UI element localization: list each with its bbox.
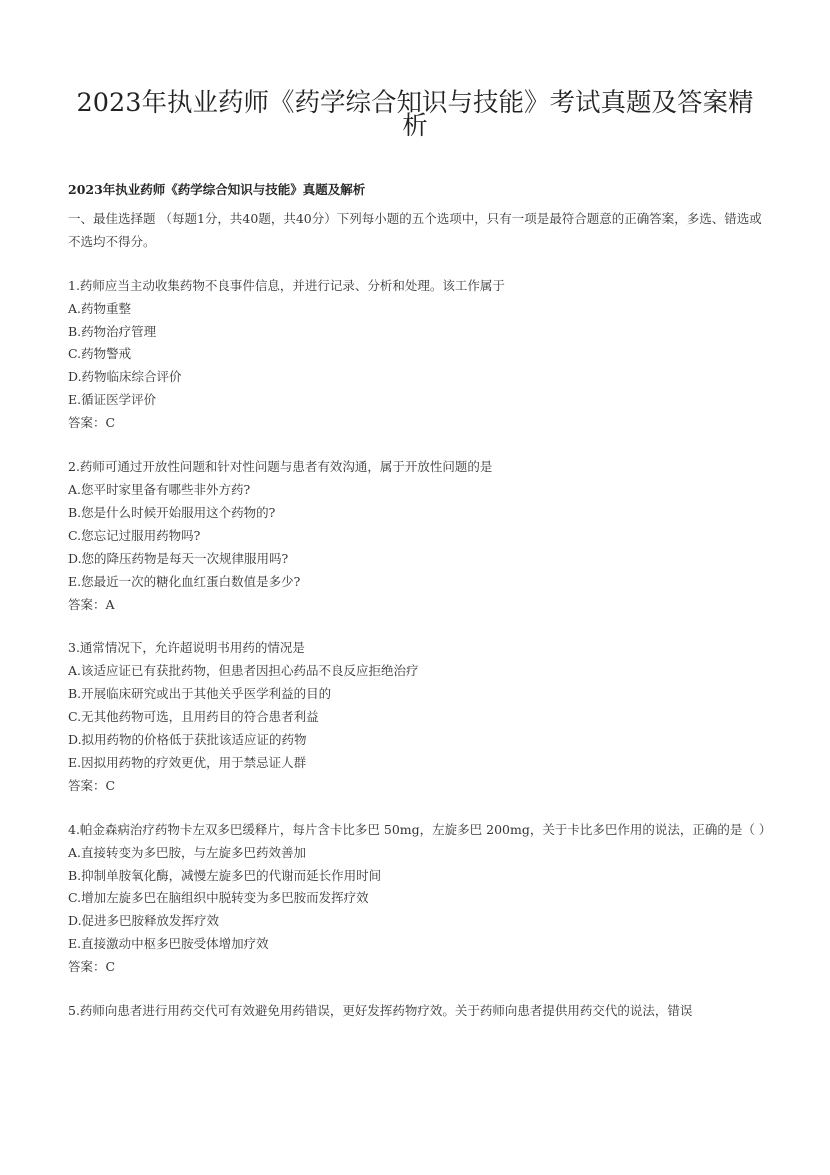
option-a: A.您平时家里备有哪些非外方药? <box>68 481 251 497</box>
question-1 <box>68 275 768 435</box>
option-c: C.您忘记过服用药物吗? <box>68 527 201 543</box>
option-e: E.直接激动中枢多巴胺受体增加疗效 <box>68 936 269 952</box>
option-a: A.直接转变为多巴胺，与左旋多巴药效善加 <box>68 844 307 860</box>
option-c: C.无其他药物可选，且用药目的符合患者利益 <box>68 709 319 725</box>
document-body <box>68 179 772 1023</box>
option-a: A.该适应证已有获批药物，但患者因担心药品不良反应拒绝治疗 <box>68 663 419 679</box>
question-2 <box>68 456 768 616</box>
question-4 <box>68 819 772 979</box>
option-d: D.拟用药物的价格低于获批该适应证的药物 <box>68 732 307 748</box>
question-stem: 4.帕金森病治疗药物卡左双多巴缓释片，每片含卡比多巴 50mg，左旋多巴 200mg，关于卡比多巴作用的说法，正确的是（ ） <box>68 821 772 837</box>
option-d: D.您的降压药物是每天一次规律服用吗? <box>68 550 289 566</box>
question-stem: 1.药师应当主动收集药物不良事件信息，并进行记录、分析和处理。该工作属于 <box>68 277 505 293</box>
option-e: E.您最近一次的糖化血红蛋白数值是多少? <box>68 573 301 589</box>
answer: 答案：C <box>68 777 116 793</box>
option-e: E.循证医学评价 <box>68 392 157 408</box>
answer: 答案：A <box>68 596 115 612</box>
question-stem: 2.药师可通过开放性问题和针对性问题与患者有效沟通，属于开放性问题的是 <box>68 459 493 475</box>
question-5 <box>68 1000 768 1023</box>
option-d: D.促进多巴胺释放发挥疗效 <box>68 913 220 929</box>
document-title: 2023年执业药师《药学综合知识与技能》考试真题及答案精析 <box>76 88 754 141</box>
option-b: B.药物治疗管理 <box>68 323 157 339</box>
option-a: A.药物重整 <box>68 300 132 316</box>
option-c: C.增加左旋多巴在脑组织中脱转变为多巴胺而发挥疗效 <box>68 890 369 906</box>
option-c: C.药物警戒 <box>68 346 132 362</box>
question-stem: 5.药师向患者进行用药交代可有效避免用药错误，更好发挥药物疗效。关于药师向患者提供用药交代的说法，错误 <box>68 1003 693 1019</box>
option-b: B.开展临床研究或出于其他关乎医学利益的目的 <box>68 686 332 702</box>
option-b: B.您是什么时候开始服用这个药物的? <box>68 504 276 520</box>
answer: 答案：C <box>68 959 116 975</box>
option-e: E.因拟用药物的疗效更优，用于禁忌证人群 <box>68 754 307 770</box>
option-b: B.抑制单胺氧化酶，减慢左旋多巴的代谢而延长作用时间 <box>68 867 382 883</box>
section-instructions: 一、最佳选择题 （每题1分，共40题，共40分）下列每小题的五个选项中，只有一项是最符合题意的正确答案，多选、错选或不选均不得分。 <box>68 210 762 249</box>
question-stem: 3.通常情况下，允许超说明书用药的情况是 <box>68 640 305 656</box>
question-3 <box>68 637 768 797</box>
option-d: D.药物临床综合评价 <box>68 369 182 385</box>
answer: 答案：C <box>68 415 116 431</box>
section-subtitle: 2023年执业药师《药学综合知识与技能》真题及解析 <box>68 182 366 197</box>
